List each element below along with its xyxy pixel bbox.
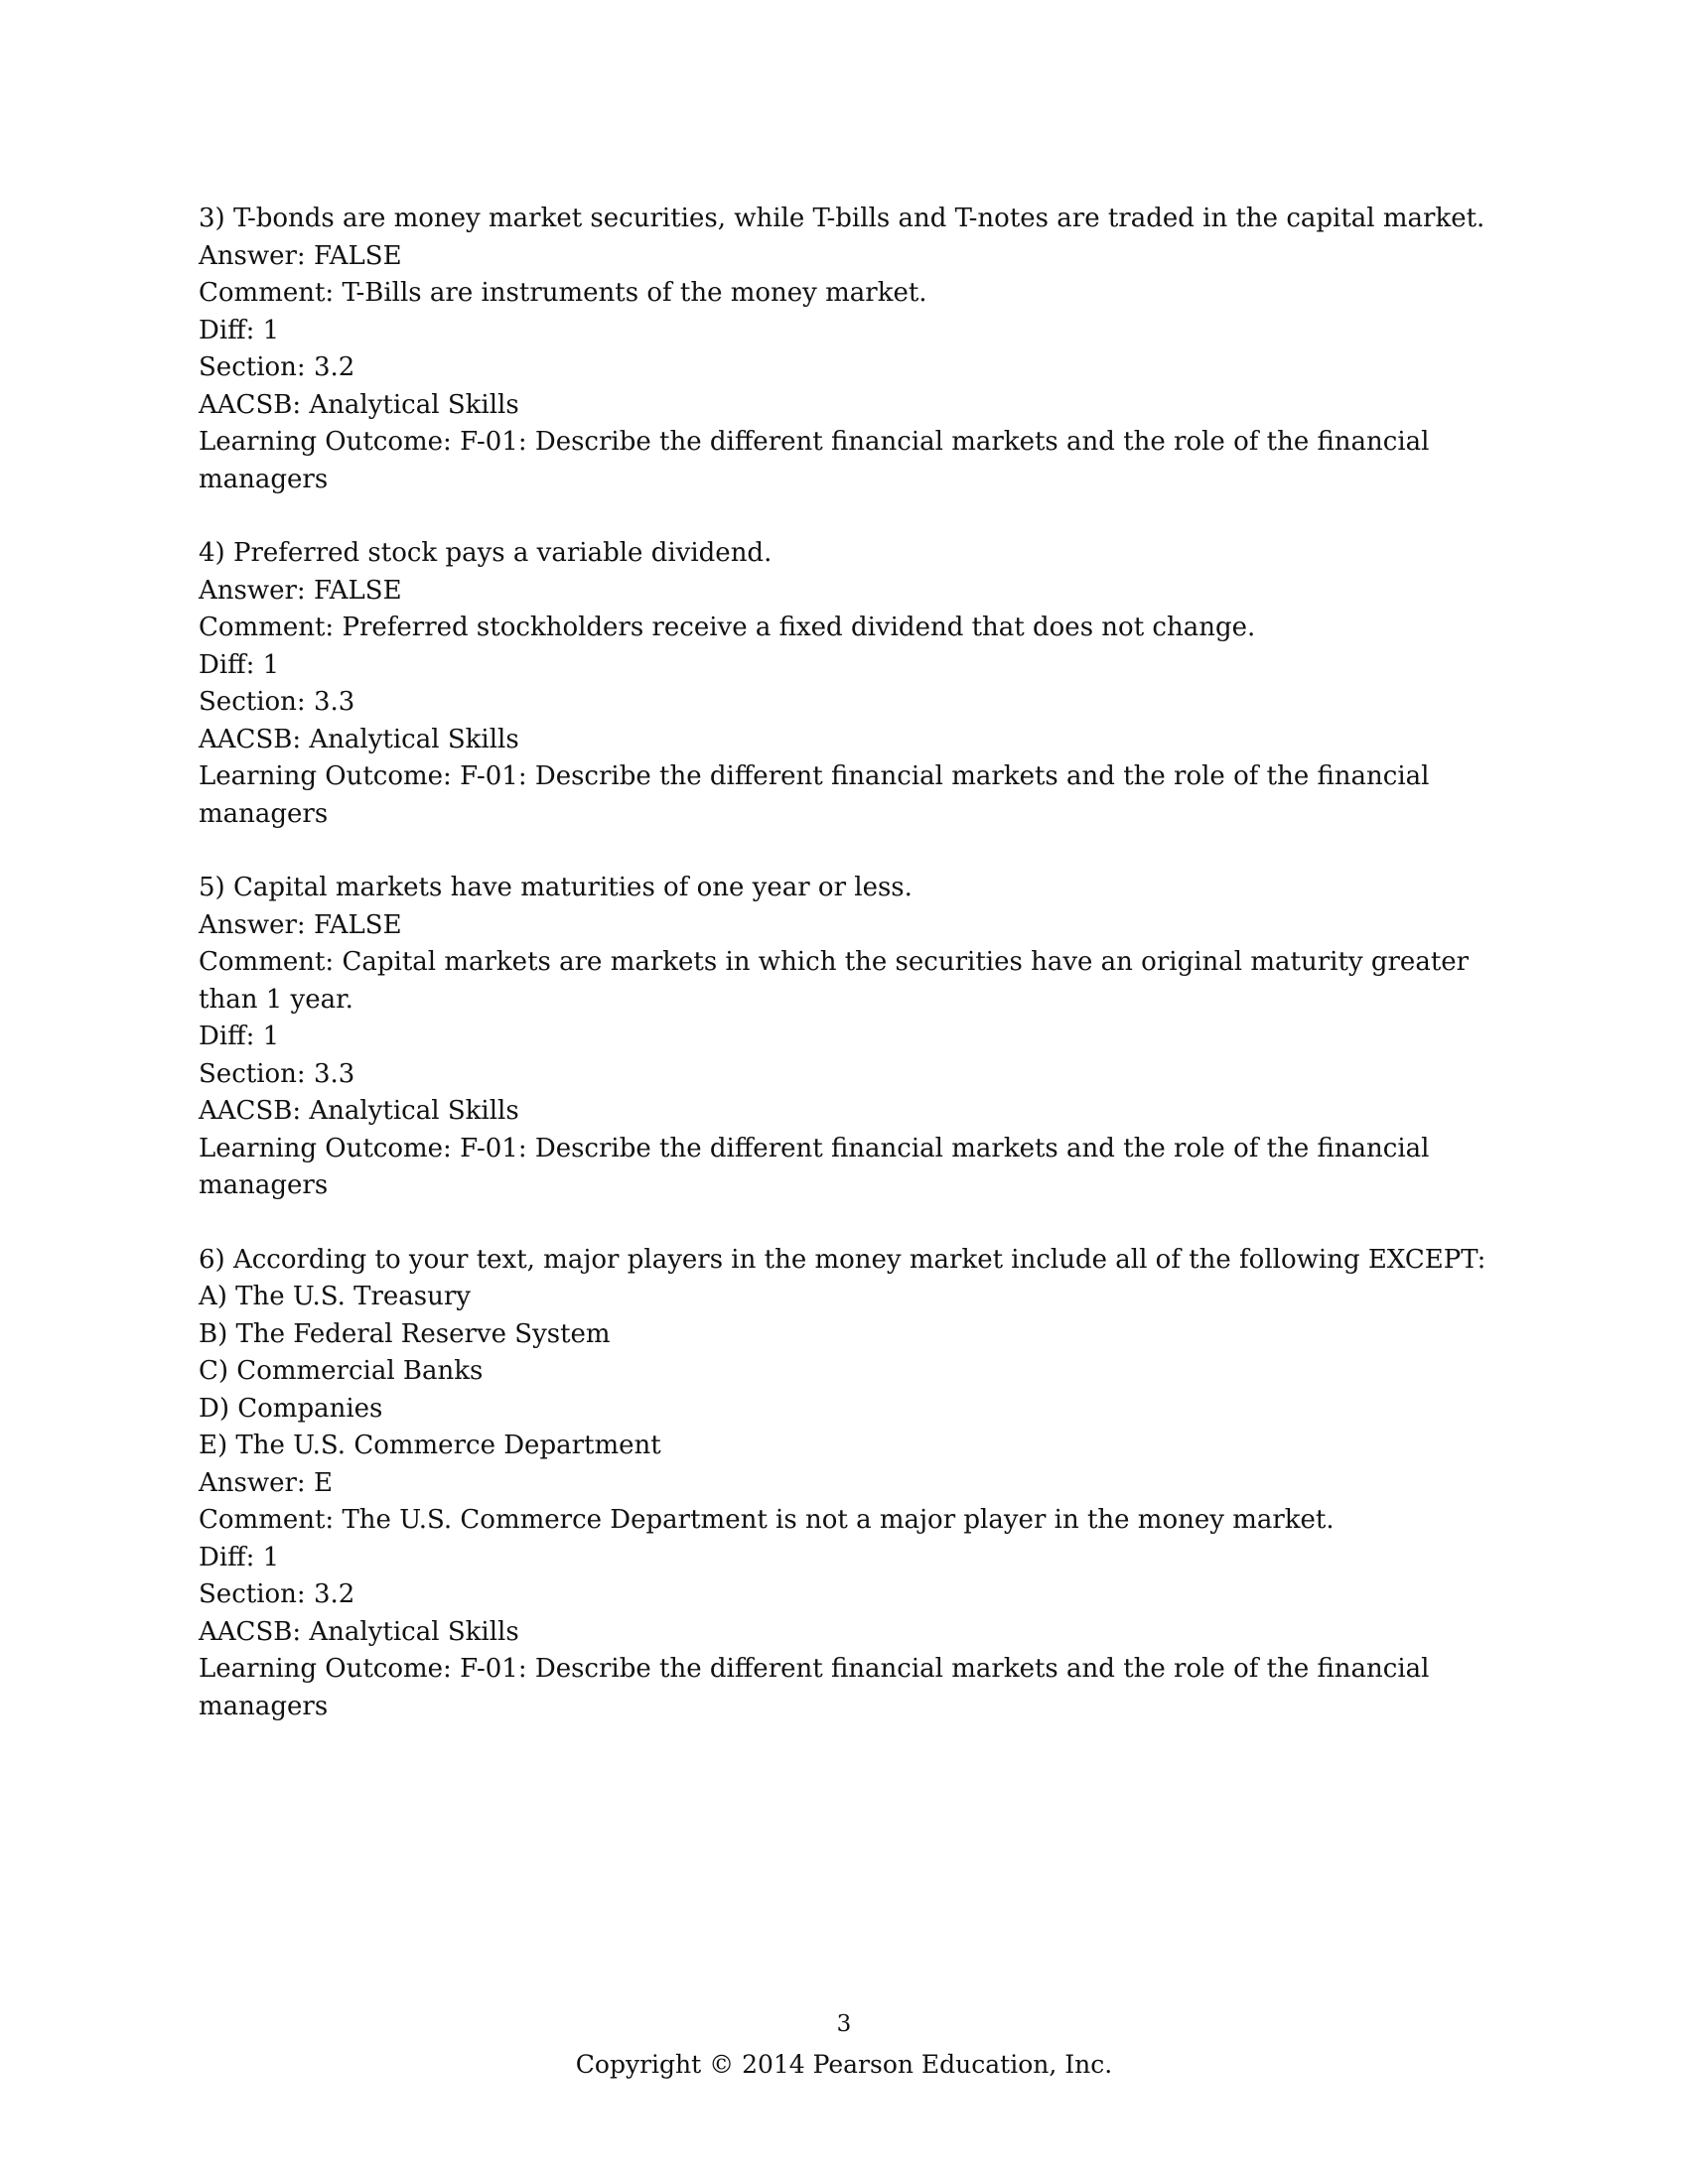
diff-line: Diff: 1 [199, 1542, 280, 1572]
question-5 [199, 870, 1489, 1205]
diff-line: Diff: 1 [199, 315, 280, 345]
section-line: Section: 3.3 [199, 687, 355, 717]
question-list [199, 201, 1489, 1762]
option-e: E) The U.S. Commerce Department [199, 1431, 661, 1460]
comment-line: Comment: Preferred stockholders receive a fixed dividend that does not change. [199, 613, 1256, 642]
option-b: B) The Federal Reserve System [199, 1318, 611, 1349]
question-prompt: 6) According to your text, major players in the money market include all of the following EXCEPT: [199, 1244, 1486, 1275]
diff-line: Diff: 1 [199, 649, 280, 680]
comment-line: Comment: The U.S. Commerce Department is not a major player in the money market. [199, 1505, 1335, 1535]
aacsb-line: AACSB: Analytical Skills [199, 1616, 519, 1647]
copyright-notice: Copyright © 2014 Pearson Education, Inc. [575, 2050, 1113, 2079]
aacsb-line: AACSB: Analytical Skills [199, 724, 519, 754]
question-prompt: 3) T-bonds are money market securities, while T-bills and T-notes are traded in the capital market. [199, 204, 1485, 233]
aacsb-line: AACSB: Analytical Skills [199, 389, 519, 420]
learning-outcome-line: Learning Outcome: F-01: Describe the different financial markets and the role of the financial managers [199, 761, 1430, 829]
section-line: Section: 3.2 [199, 1579, 355, 1609]
page-number: 3 [836, 2011, 852, 2037]
answer-line: Answer: E [199, 1467, 333, 1498]
comment-line: Comment: Capital markets are markets in which the securities have an original maturity greater than 1 year. [199, 947, 1470, 1015]
learning-outcome-line: Learning Outcome: F-01: Describe the different financial markets and the role of the financial managers [199, 1654, 1430, 1721]
answer-line: Answer: FALSE [199, 575, 402, 606]
question-4 [199, 535, 1489, 833]
answer-line: Answer: FALSE [199, 909, 402, 940]
question-3 [199, 201, 1489, 498]
section-line: Section: 3.3 [199, 1058, 355, 1089]
option-a: A) The U.S. Treasury [199, 1282, 471, 1311]
comment-line: Comment: T-Bills are instruments of the money market. [199, 278, 927, 308]
section-line: Section: 3.2 [199, 352, 355, 382]
answer-line: Answer: FALSE [199, 240, 402, 271]
aacsb-line: AACSB: Analytical Skills [199, 1096, 519, 1126]
question-prompt: 4) Preferred stock pays a variable dividend. [199, 538, 773, 568]
diff-line: Diff: 1 [199, 1022, 280, 1051]
question-6 [199, 1242, 1489, 1726]
question-prompt: 5) Capital markets have maturities of one year or less. [199, 873, 913, 902]
option-d: D) Companies [199, 1393, 383, 1424]
learning-outcome-line: Learning Outcome: F-01: Describe the different financial markets and the role of the financial managers [199, 1133, 1430, 1200]
learning-outcome-line: Learning Outcome: F-01: Describe the different financial markets and the role of the financial managers [199, 427, 1430, 494]
option-c: C) Commercial Banks [199, 1356, 484, 1386]
